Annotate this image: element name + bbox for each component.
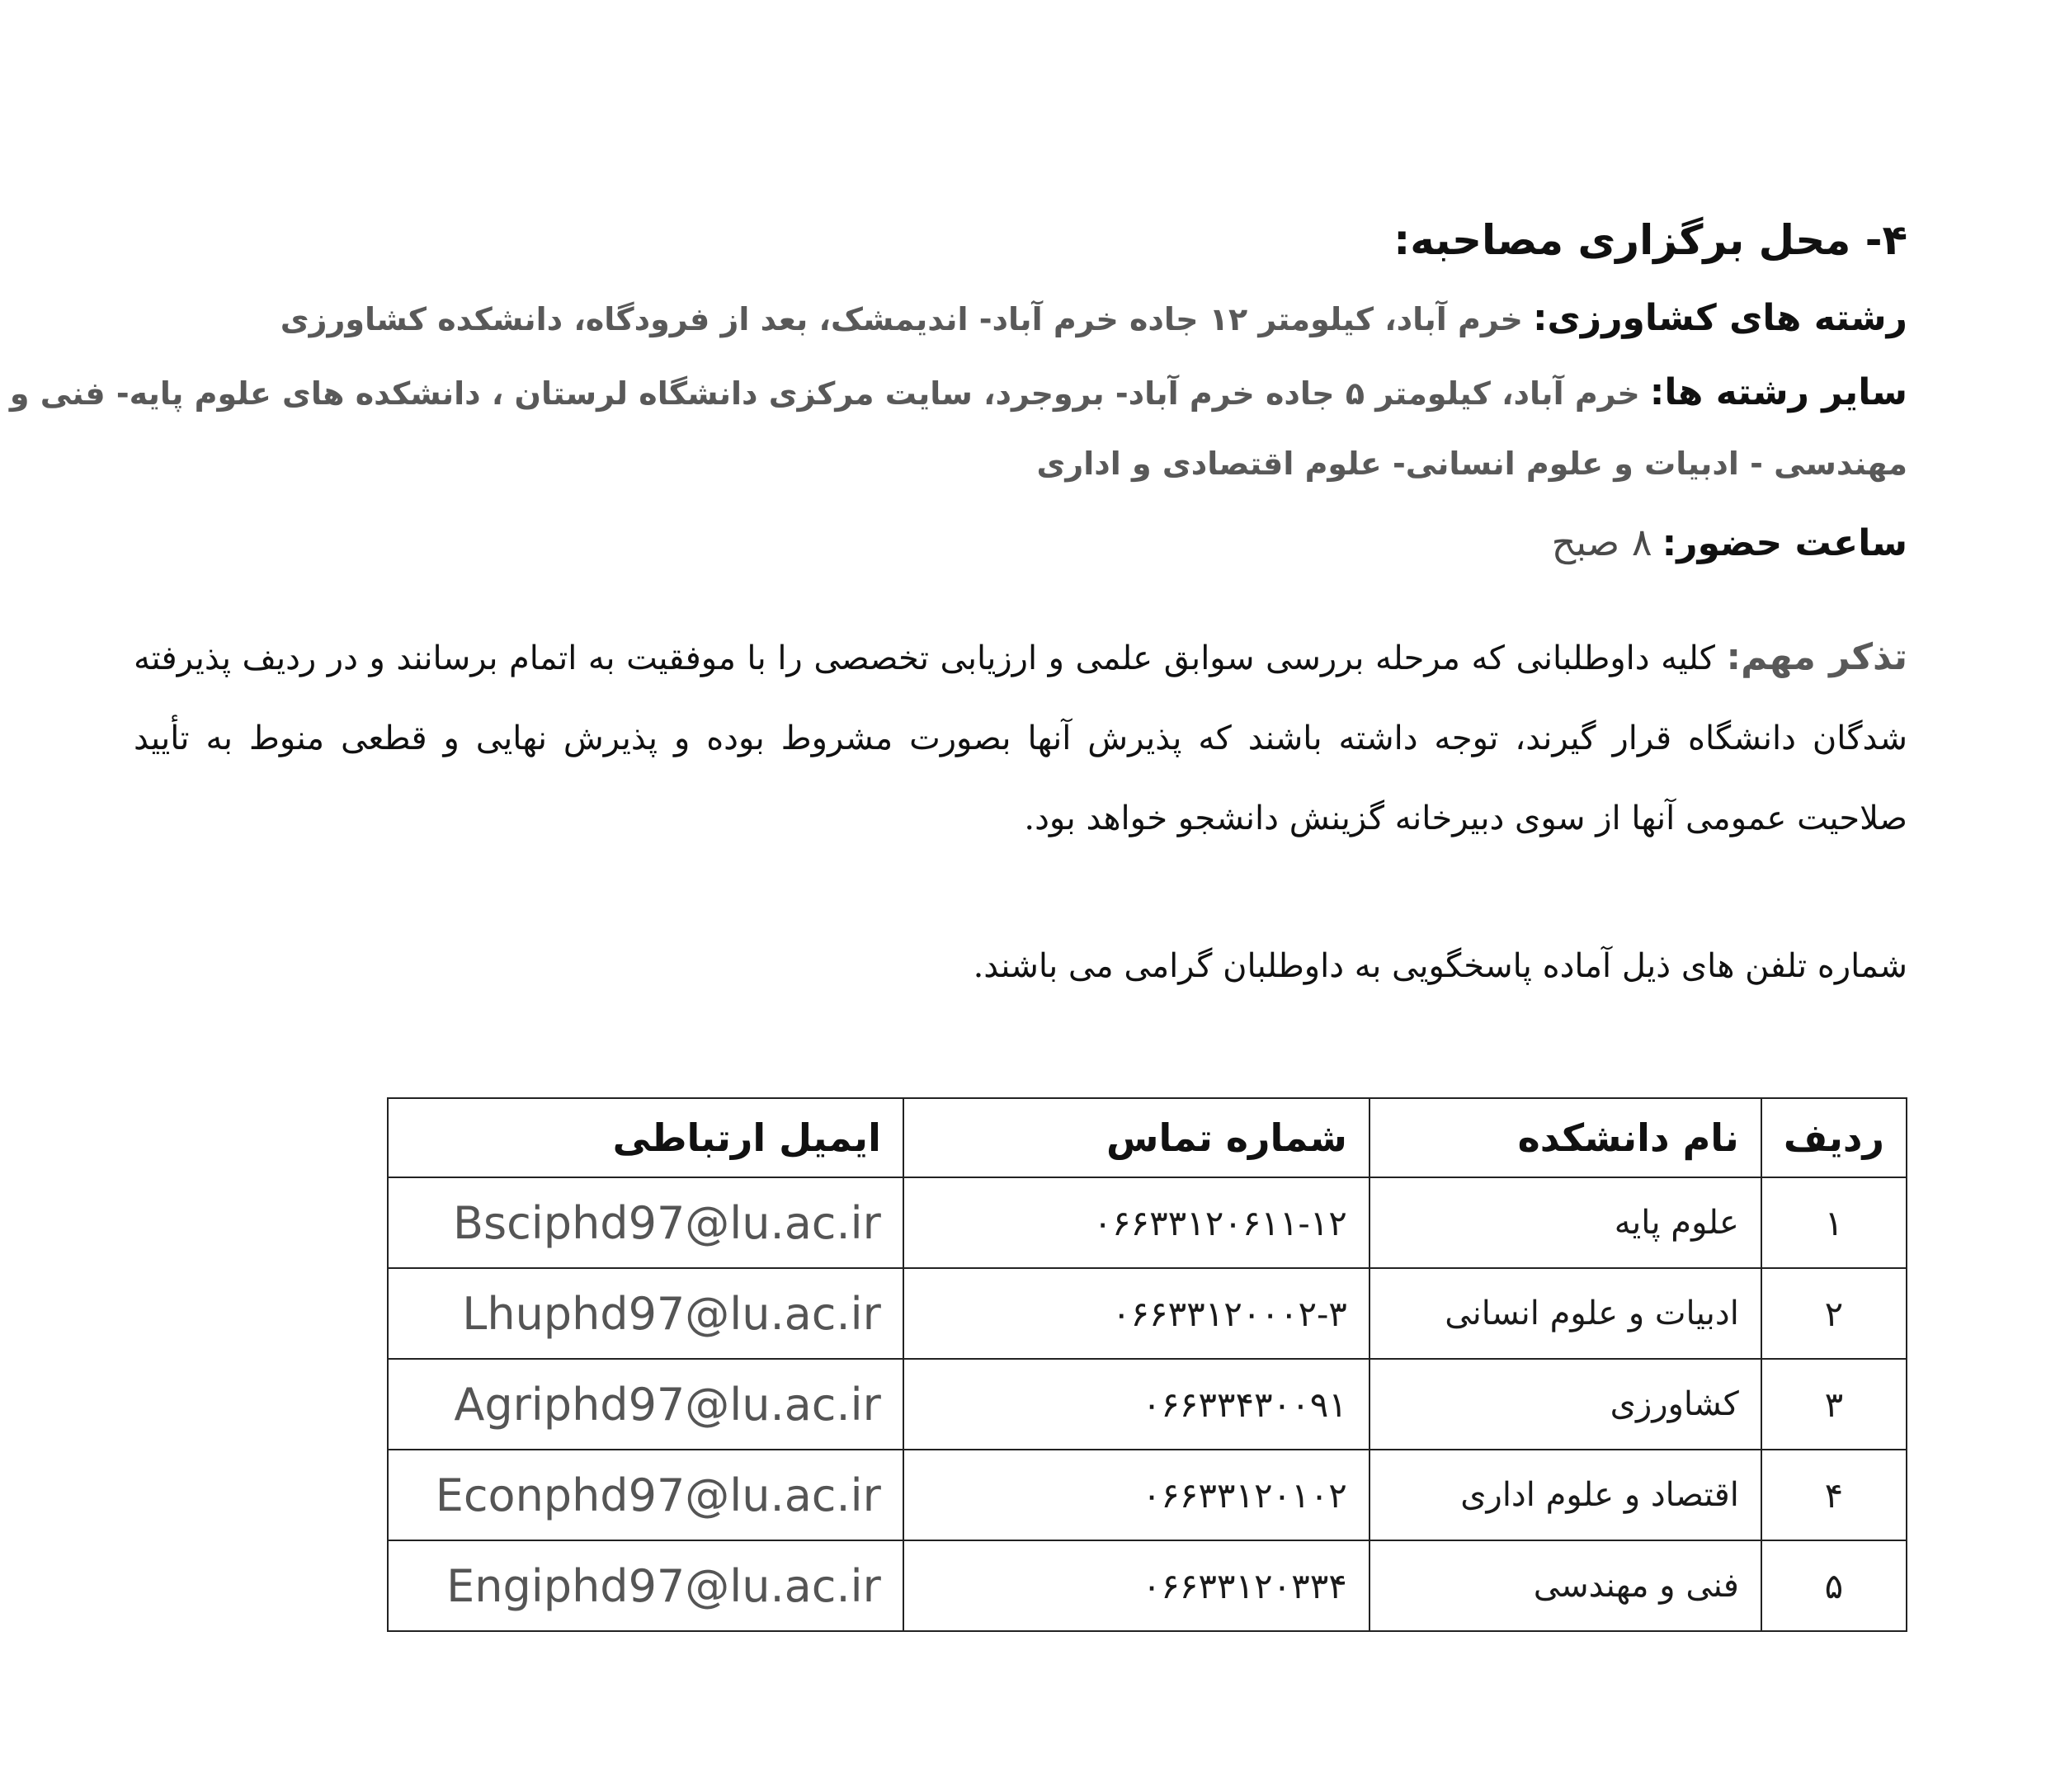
other-location-text-2: مهندسی - ادبیات و علوم انسانی- علوم اقتصادی و اداری (1036, 446, 1907, 482)
table-row (388, 1450, 1907, 1540)
row-number: ۵ (1761, 1540, 1907, 1631)
email-address: Lhuphd97@lu.ac.ir (388, 1268, 903, 1359)
email-address: Engiphd97@lu.ac.ir (388, 1540, 903, 1631)
faculty-name: ادبیات و علوم انسانی (1370, 1268, 1761, 1359)
important-note (134, 617, 1907, 859)
other-location-line-2 (1037, 446, 1907, 482)
other-location-label: سایر رشته ها: (1649, 371, 1907, 413)
phone-number-text: ۰۶۶۳۳۱۲۰۰۰۲-۳ (1111, 1293, 1347, 1334)
faculty-name: فنی و مهندسی (1370, 1540, 1761, 1631)
faculty-name: اقتصاد و علوم اداری (1370, 1450, 1761, 1540)
email-address: Econphd97@lu.ac.ir (388, 1450, 903, 1540)
agri-location-text: خرم آباد، کیلومتر ۱۲ جاده خرم آباد- اندیمشک، بعد از فرودگاه، دانشکده کشاورزی (280, 301, 1523, 337)
table-row (388, 1268, 1907, 1359)
phone-number-text: ۰۶۶۳۳۴۳۰۰۹۱ (1142, 1384, 1347, 1425)
header-email: ایمیل ارتباطی (388, 1098, 903, 1177)
contacts-table (387, 1097, 1907, 1632)
other-location-line (10, 371, 1907, 413)
header-phone: شماره تماس (903, 1098, 1370, 1177)
faculty-name: علوم پایه (1370, 1177, 1761, 1268)
email-address: Bsciphd97@lu.ac.ir (388, 1177, 903, 1268)
note-text: کلیه داوطلبانی که مرحله بررسی سوابق علمی و ارزیابی تخصصی را با موفقیت به اتمام برسانند و در ردیف پذیرفته شدگان دانشگاه قرار گیرند، توجه داشته باشند که پذیرش آنها بصورت مشروط بوده و پذیرش نهایی و قطعی منوط به تأیید صلاحیت عمومی آنها از سوی دبیرخانه گزینش دانشجو خواهد بود. (134, 639, 1907, 837)
phone-number (903, 1450, 1370, 1540)
table-row (388, 1540, 1907, 1631)
table-row (388, 1177, 1907, 1268)
table-header-row (388, 1098, 1907, 1177)
header-faculty: نام دانشکده (1370, 1098, 1761, 1177)
attendance-time: ۸ صبح (1551, 520, 1652, 564)
row-number: ۲ (1761, 1268, 1907, 1359)
attendance-line (1552, 520, 1907, 564)
phone-number (903, 1359, 1370, 1450)
faculty-name: کشاورزی (1370, 1359, 1761, 1450)
section-heading: ۴- محل برگزاری مصاحبه: (1393, 216, 1907, 264)
row-number: ۴ (1761, 1450, 1907, 1540)
attendance-label: ساعت حضور: (1662, 522, 1907, 564)
email-address: Agriphd97@lu.ac.ir (388, 1359, 903, 1450)
phone-number-text: ۰۶۶۳۳۱۲۰۶۱۱-۱۲ (1093, 1202, 1347, 1243)
phone-number (903, 1177, 1370, 1268)
agri-location-label: رشته های کشاورزی: (1532, 297, 1907, 339)
phone-number-text: ۰۶۶۳۳۱۲۰۱۰۲ (1142, 1474, 1347, 1516)
other-location-text-1: خرم آباد، کیلومتر ۵ جاده خرم آباد- بروجرد، سایت مرکزی دانشگاه لرستان ، دانشکده های علوم پایه- فنی و (9, 375, 1640, 412)
table-row (388, 1359, 1907, 1450)
phone-number (903, 1540, 1370, 1631)
row-number: ۱ (1761, 1177, 1907, 1268)
header-row-number: ردیف (1761, 1098, 1907, 1177)
agri-location-line (280, 297, 1907, 339)
phone-number-text: ۰۶۶۳۳۱۲۰۳۳۴ (1142, 1565, 1347, 1606)
row-number: ۳ (1761, 1359, 1907, 1450)
phone-number (903, 1268, 1370, 1359)
note-label: تذکر مهم: (1726, 636, 1907, 678)
phones-intro: شماره تلفن های ذیل آماده پاسخگویی به داوطلبان گرامی می باشند. (973, 947, 1907, 985)
